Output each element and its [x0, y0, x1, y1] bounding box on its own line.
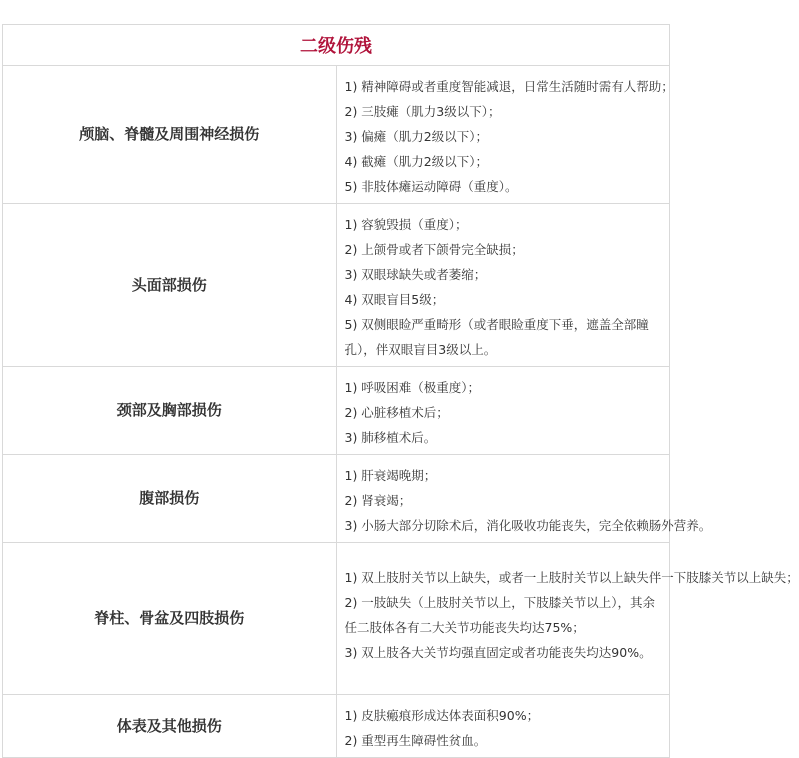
list-item: 2) 上颌骨或者下颌骨完全缺损； — [344, 242, 524, 257]
table-row — [3, 204, 670, 367]
items-cell — [336, 204, 670, 367]
category-label: 颅脑、脊髓及周围神经损伤 — [79, 125, 260, 143]
list-item: 2) 心脏移植术后； — [344, 405, 449, 420]
list-item: 1) 双上肢肘关节以上缺失，或者一上肢肘关节以上缺失伴一下肢膝关节以上缺失； — [344, 570, 799, 585]
table-row — [3, 543, 670, 695]
table-row — [3, 695, 670, 758]
disability-table — [2, 24, 799, 758]
list-item: 2) 肾衰竭； — [344, 493, 412, 508]
table-row — [3, 455, 670, 543]
category-label: 颈部及胸部损伤 — [116, 401, 222, 419]
items-cell — [336, 543, 799, 695]
list-item: 5) 双侧眼睑严重畸形（或者眼睑重度下垂，遮盖全部瞳孔），伴双眼盲目3级以上。 — [344, 317, 649, 357]
items-cell — [336, 66, 674, 204]
list-item: 2) 一肢缺失（上肢肘关节以上，下肢膝关节以上），其余任二肢体各有二大关节功能丧失均达75%； — [344, 595, 656, 635]
category-cell — [3, 543, 337, 695]
list-item: 3) 偏瘫（肌力2级以下）； — [344, 129, 489, 144]
list-item: 2) 三肢瘫（肌力3级以下）； — [344, 104, 501, 119]
list-item: 3) 双上肢各大关节均强直固定或者功能丧失均达90%。 — [344, 645, 652, 660]
list-item: 1) 容貌毁损（重度）； — [344, 217, 468, 232]
category-cell — [3, 367, 337, 455]
items-cell — [336, 695, 670, 758]
table-row — [3, 66, 670, 204]
list-item: 4) 截瘫（肌力2级以下）； — [344, 154, 489, 169]
table-row — [3, 367, 670, 455]
items-cell — [336, 367, 670, 455]
category-label: 腹部损伤 — [139, 489, 200, 507]
list-item: 4) 双眼盲目5级； — [344, 292, 445, 307]
category-label: 头面部损伤 — [131, 275, 207, 294]
category-cell — [3, 66, 337, 204]
category-cell — [3, 695, 337, 758]
category-label: 脊柱、骨盆及四肢损伤 — [94, 609, 245, 627]
category-cell — [3, 204, 337, 367]
list-item: 3) 肺移植术后。 — [344, 430, 437, 445]
list-item: 5) 非肢体瘫运动障碍（重度）。 — [344, 179, 518, 194]
list-item: 3) 双眼球缺失或者萎缩； — [344, 267, 487, 282]
list-item: 1) 呼吸困难（极重度）； — [344, 380, 481, 395]
title-cell — [3, 25, 670, 66]
list-item: 3) 小肠大部分切除术后，消化吸收功能丧失，完全依赖肠外营养。 — [344, 518, 712, 533]
title-row — [3, 25, 670, 66]
items-cell — [336, 455, 712, 543]
list-item: 1) 肝衰竭晚期； — [344, 468, 437, 483]
list-item: 2) 重型再生障碍性贫血。 — [344, 733, 487, 748]
table-title: 二级伤残 — [300, 36, 372, 57]
list-item: 1) 皮肤瘢痕形成达体表面积90%； — [344, 708, 540, 723]
list-item: 1) 精神障碍或者重度智能减退，日常生活随时需有人帮助； — [344, 79, 674, 94]
category-cell — [3, 455, 337, 543]
category-label: 体表及其他损伤 — [116, 716, 222, 735]
